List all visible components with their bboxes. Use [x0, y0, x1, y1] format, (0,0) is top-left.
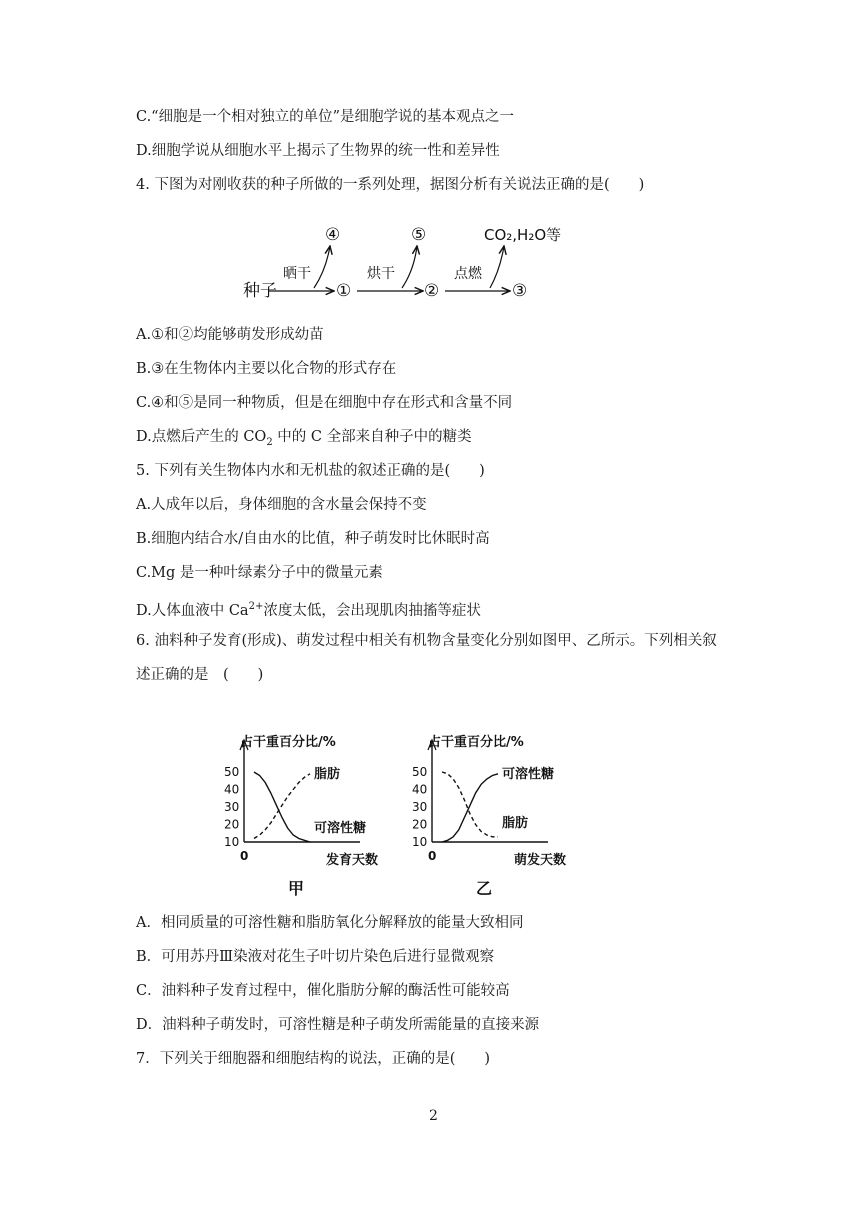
- node-5: ⑤: [411, 225, 427, 245]
- chart-jia-y-tick-50: 50: [224, 765, 240, 779]
- chart-jia-y-tick-10: 10: [224, 835, 240, 849]
- q4-option-b: B.③在生物体内主要以化合物的形式存在: [136, 361, 397, 377]
- seed-treatment-diagram: [0, 218, 867, 308]
- chart-jia-y-label: 占干重百分比/%: [240, 735, 336, 750]
- chart-yi-origin-label: 0: [428, 849, 437, 863]
- q5-option-c: C.Mg 是一种叶绿素分子中的微量元素: [136, 565, 383, 581]
- q4-option-c: C.④和⑤是同一种物质，但是在细胞中存在形式和含量不同: [136, 395, 513, 411]
- chart-yi-caption: 乙: [476, 879, 493, 898]
- chart-yi-legend-sugar: 可溶性糖: [502, 766, 555, 782]
- q6-option-d: D．油料种子萌发时，可溶性糖是种子萌发所需能量的直接来源: [136, 1017, 540, 1033]
- q5-option-b: B.细胞内结合水/自由水的比值，种子萌发时比休眠时高: [136, 531, 490, 547]
- chart-jia-origin-label: 0: [240, 849, 249, 863]
- chart-jia-legend-fat: 脂肪: [314, 766, 341, 782]
- page-number: 2: [429, 1108, 438, 1124]
- q5-option-a: A.人成年以后，身体细胞的含水量会保持不变: [136, 497, 427, 513]
- q4-option-a: A.①和②均能够萌发形成幼苗: [136, 327, 324, 343]
- node-4: ④: [325, 225, 341, 245]
- co2-h2o-label: CO₂,H₂O等: [484, 226, 562, 244]
- q5-option-d: [136, 597, 481, 621]
- q4-d-subscript: 2: [266, 436, 273, 448]
- chart-yi-y-tick-30: 30: [412, 800, 428, 814]
- q4-d-text-1: D.点燃后产生的 CO: [136, 429, 267, 445]
- chart-yi-y-label: 占干重百分比/%: [428, 735, 524, 750]
- chart-yi-y-tick-10: 10: [412, 835, 428, 849]
- q4-d-text-2: 中的 C 全部来自种子中的糖类: [272, 429, 472, 445]
- step-sun-dry: 晒干: [283, 266, 311, 282]
- node-1: ①: [336, 281, 352, 301]
- q5-d-superscript: 2+: [248, 601, 264, 612]
- q7-stem: 7．下列关于细胞器和细胞结构的说法，正确的是( ): [136, 1051, 491, 1067]
- chart-yi-legend-fat: 脂肪: [502, 815, 529, 831]
- q6-option-a: A．相同质量的可溶性糖和脂肪氧化分解释放的能量大致相同: [136, 915, 524, 931]
- chart-jia-x-label: 发育天数: [326, 853, 379, 868]
- chart-yi-x-label: 萌发天数: [514, 853, 567, 868]
- chart-jia-y-tick-40: 40: [224, 782, 240, 797]
- q5-stem: 5. 下列有关生物体内水和无机盐的叙述正确的是( ): [136, 463, 485, 479]
- node-3: ③: [512, 281, 528, 301]
- chart-jia-series-sugar: [254, 772, 310, 842]
- chart-jia-caption: 甲: [288, 879, 305, 898]
- q6-option-c: C．油料种子发育过程中，催化脂肪分解的酶活性可能较高: [136, 983, 510, 999]
- q6-option-b: B．可用苏丹Ⅲ染液对花生子叶切片染色后进行显微观察: [136, 949, 495, 965]
- q5-d-text-1: D.人体血液中 Ca: [136, 602, 249, 619]
- step-oven-dry: 烘干: [367, 266, 395, 282]
- node-2: ②: [424, 281, 440, 301]
- q6-charts: [0, 730, 867, 900]
- chart-jia-legend-sugar: 可溶性糖: [314, 821, 367, 836]
- chart-yi-y-tick-50: 50: [412, 765, 428, 779]
- step-burn: 点燃: [454, 266, 482, 282]
- chart-jia-series-fat: [254, 774, 310, 839]
- chart-yi-series-sugar: [442, 774, 498, 842]
- chart-jia-y-tick-30: 30: [224, 800, 240, 814]
- chart-jia-y-tick-20: 20: [224, 817, 240, 832]
- seed-label: 种子: [243, 281, 277, 301]
- q4-option-d: [136, 427, 472, 453]
- chart-yi-y-tick-20: 20: [412, 817, 428, 832]
- q3-option-d: D.细胞学说从细胞水平上揭示了生物界的统一性和差异性: [136, 143, 500, 159]
- q4-stem: 4. 下图为对刚收获的种子所做的一系列处理，据图分析有关说法正确的是( ): [136, 177, 645, 193]
- q5-d-text-2: 浓度太低，会出现肌肉抽搐等症状: [263, 602, 481, 619]
- q6-stem-line1: 6. 油料种子发育(形成)、萌发过程中相关有机物含量变化分别如图甲、乙所示。下列相关叙: [136, 633, 717, 649]
- q6-stem-line2: 述正确的是 ( ): [136, 667, 264, 683]
- chart-yi-y-tick-40: 40: [412, 782, 428, 797]
- q3-option-c: C.“细胞是一个相对独立的单位”是细胞学说的基本观点之一: [136, 109, 515, 125]
